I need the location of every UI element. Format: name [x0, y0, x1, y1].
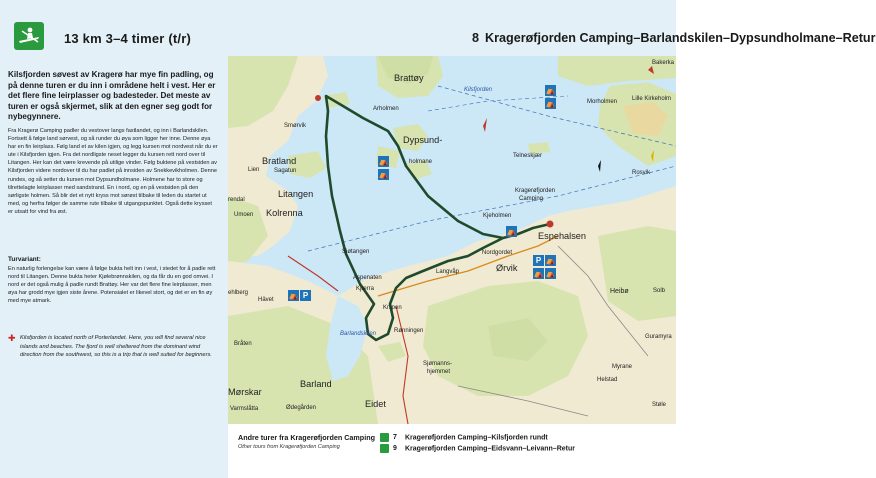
camping-tent-icon: ⛺	[545, 269, 556, 278]
map-label-lille-kirkeholmen: Lille Kirkeholm	[632, 96, 672, 102]
english-flag-icon: ✚	[8, 333, 16, 343]
camping-tent-icon: ⛺	[378, 170, 389, 179]
header-right	[228, 0, 876, 56]
map[interactable]	[228, 56, 676, 424]
map-label-ehlberg: ehlberg	[228, 290, 249, 296]
map-label-camping-1: Kragerøfjorden	[515, 188, 556, 194]
map-label-varmslatta: Varmslåtta	[230, 406, 259, 412]
map-label-knipen: Knipen	[383, 305, 402, 311]
map-label-umoen: Umoen	[234, 212, 254, 218]
map-label-sagatun: Sagatun	[274, 168, 297, 174]
map-label-bakerka: Bakerka	[652, 60, 675, 66]
camping-tent-icon: ⛺	[288, 291, 299, 300]
map-label-kjaerra: Kjærra	[356, 286, 375, 292]
map-label-kolrenna: Kolrenna	[266, 208, 303, 218]
map-label-bratland: Bratland	[262, 156, 297, 166]
map-label-havet: Hävet	[258, 297, 274, 303]
map-label-ronningen: Rønningen	[394, 328, 424, 334]
map-label-morskar: Mørskar	[228, 387, 262, 397]
english-text: Kilsfjorden is located north of Porterlandet. Here, you will find several nice islands and beaches. The fjord is well sheltered from the dominant wind direction from the southwest, so this is a trip that is well suited for beginners.	[20, 335, 212, 359]
route-green-icon	[380, 433, 389, 442]
other-tour-item[interactable]	[380, 433, 548, 442]
map-label-barland: Barland	[300, 379, 332, 389]
map-label-rendal: rendal	[228, 197, 245, 203]
map-label-bratten: Bråten	[234, 341, 252, 347]
other-tour-number: 7	[393, 434, 397, 442]
other-tour-title: Kragerøfjorden Camping–Kilsfjorden rundt	[405, 434, 548, 442]
map-label-eidet: Eidet	[365, 399, 386, 409]
map-label-kjeholmen: Kjeholmen	[483, 213, 512, 219]
map-label-litangen: Litangen	[278, 189, 314, 199]
body-text: Fra Kragerø Camping padler du vestover langs fastlandet, og inn i Barlandskilen. Fortsett å følge land sørvest, og så runder du øya som ligger her inne. Denne øya har en fin leirplass. Følg land et av kilen igjen, og legg kursen mot nordvest når du er ute i Kilsfjorden igjen. Fra det nordligste neset legger du kursen rett nord over til Litangen. Her kan det være krevende på utilige vinder. Følg buktene på vestsiden av Kilsfjorden videre nordover til du har padlet på innsiden av Snekkevikholmen. Denne rundes, og så setter du kursen mot Dypsundholmane. Holmene har to store og tilrettelagte leirplasser med sandstrand. En i nord, og en på vestsiden på den sørligste holmen. Så blir det et nytt kryss mot sørøst tilbake til leden du startet ut med, og herfra følger de samme rute tilbake til utgangspunktet. Også dette krysset er utsatt for vind fra øst.	[8, 128, 218, 215]
route-number: 8	[472, 31, 480, 45]
map-label-morholmen: Morholmen	[587, 99, 618, 105]
paddler-logo-icon	[14, 22, 44, 50]
other-tours-subheading: Other tours from Kragerøfjorden Camping	[238, 444, 340, 450]
map-label-kilsfjorden: Kilsfjorden	[464, 87, 493, 93]
map-label-camping-2: Camping	[519, 196, 544, 202]
map-label-rosvik: Rosvik	[632, 170, 651, 176]
map-label-holmane: holmane	[409, 159, 433, 165]
intro-text: Kilsfjorden søvest av Kragerø har mye fin padling, og på denne turen er du inn i områdene helt i vest. Her er det flere fine leirplasser og badesteder. Det meste av turen er også skjermet, slik at den egner seg godt for nybegynnere.	[8, 70, 216, 122]
header-left	[0, 0, 228, 56]
other-tours	[228, 424, 676, 478]
map-label-helstad: Helstad	[597, 377, 618, 383]
other-tour-number: 9	[393, 445, 397, 453]
parking-icon: P	[533, 255, 544, 266]
map-label-sjotangen: Sjøtangen	[342, 249, 370, 255]
other-tour-item[interactable]	[380, 444, 575, 453]
distance-duration: 13 km 3–4 timer (t/r)	[64, 31, 192, 46]
map-label-nordgordet: Nordgordet	[482, 250, 513, 256]
map-label-arholmen: Arholmen	[373, 106, 399, 112]
camping-tent-icon: ⛺	[533, 269, 544, 278]
route-title-text: Kragerøfjorden Camping–Barlandskilen–Dypsundholmane–Retur	[485, 31, 876, 45]
map-label-sjomanns-2: hjemmet	[427, 369, 451, 375]
variant-heading: Turvariant:	[8, 256, 41, 263]
map-label-langvap: Langvåp	[436, 269, 460, 275]
route-title	[472, 31, 876, 45]
route-green-icon	[380, 444, 389, 453]
map-label-heibo: Heibø	[610, 288, 629, 295]
camping-tent-icon: ⛺	[545, 86, 556, 95]
map-label-telneskjar: Telneskjær	[513, 153, 543, 159]
map-label-myrane: Myrane	[612, 364, 633, 370]
map-label-orvik: Ørvik	[496, 263, 518, 273]
camping-tent-icon: ⛺	[506, 227, 517, 236]
map-label-sjomanns-1: Sjømanns-	[423, 361, 453, 367]
other-tour-title: Kragerøfjorden Camping–Eidsvann–Leivann–Retur	[405, 445, 575, 453]
camping-tent-icon: ⛺	[545, 99, 556, 108]
camping-tent-icon: ⛺	[378, 157, 389, 166]
camping-tent-icon: ⛺	[545, 256, 556, 265]
map-label-smorvik: Smørvik	[284, 123, 306, 129]
map-label-espehalsen: Espehalsen	[538, 231, 587, 241]
map-label-odegarden: Ødegården	[286, 405, 317, 411]
other-tours-heading: Andre turer fra Kragerøfjorden Camping	[238, 433, 375, 442]
map-label-brattoy: Brattøy	[394, 73, 424, 83]
map-label-lien: Lien	[248, 167, 260, 173]
map-label-guramyra: Guramyra	[645, 334, 672, 340]
map-label-aspenaten: Aspenaten	[353, 275, 382, 281]
map-label-stole: Støle	[652, 402, 667, 408]
parking-icon: P	[300, 290, 311, 301]
variant-text: En naturlig forlengelse kan være å følge bukta helt inn i vest, i stedet for å padle rett nord til Litangen. Denne bukta heter Kjølebrønnskilen, og da får du en god omvei. I nord er det også mulig å padle rundt Brattøy. Her var det flere fine leirplasser, men øya har grodd mye igjen siste årene. Potensialet er likevel stort, og det er en fin øy med mye atmark.	[8, 266, 216, 305]
map-label-solberg: Solb	[653, 288, 666, 294]
map-label-barlandskilen: Barlandskilen	[340, 331, 377, 337]
map-graphic	[228, 56, 676, 424]
map-label-dypsund: Dypsund-	[403, 135, 443, 145]
